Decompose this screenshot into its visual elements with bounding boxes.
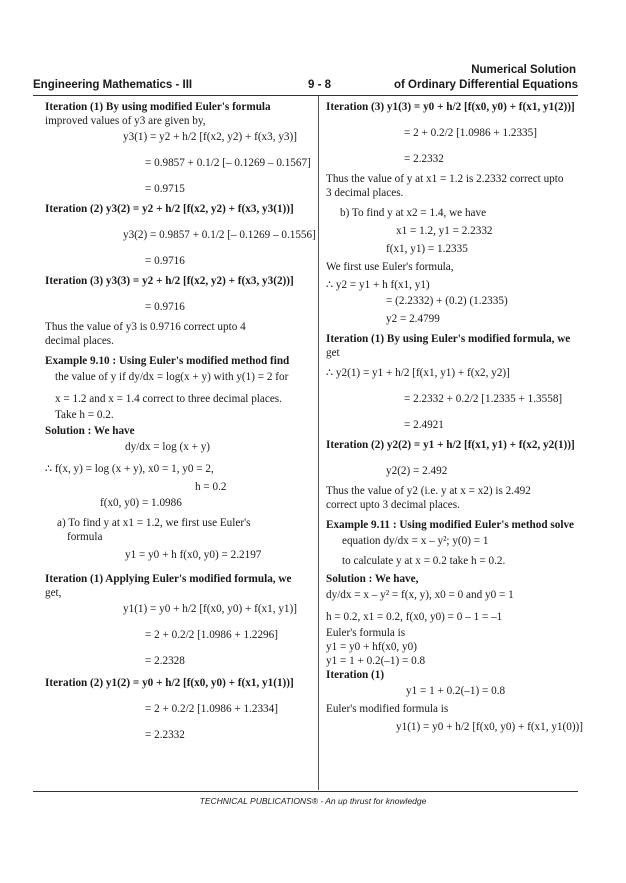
running-header	[33, 79, 578, 93]
text-line: Iteration (2) y2(2) = y1 + h/2 [f(x1, y1) + f(x2, y2(1))]	[326, 439, 575, 451]
text-line: = 0.9716	[145, 255, 185, 267]
footer-rule	[33, 791, 578, 792]
text-line: h = 0.2	[195, 481, 227, 493]
text-line: decimal places.	[45, 335, 114, 347]
text-line: y2(2) = 2.492	[386, 465, 448, 477]
text-line: Solution : We have	[45, 425, 135, 437]
text-line: y1 = 1 + 0.2(–1) = 0.8	[326, 655, 426, 667]
text-line: x = 1.2 and x = 1.4 correct to three decimal places.	[55, 393, 282, 405]
text-line: ∴ f(x, y) = log (x + y), x0 = 1, y0 = 2,	[45, 463, 214, 475]
text-line: y3(1) = y2 + h/2 [f(x2, y2) + f(x3, y3)]	[123, 131, 297, 143]
text-line: formula	[67, 531, 103, 543]
text-line: = 0.9716	[145, 301, 185, 313]
text-line: y1(1) = y0 + h/2 [f(x0, y0) + f(x1, y1)]	[123, 603, 297, 615]
text-line: Euler's formula is	[326, 627, 406, 639]
text-line: = 2.2332	[145, 729, 185, 741]
text-line: Take h = 0.2.	[55, 409, 114, 421]
text-line: y1 = y0 + hf(x0, y0)	[326, 641, 417, 653]
header-book-title: Engineering Mathematics - III	[33, 79, 193, 91]
text-line: f(x0, y0) = 1.0986	[100, 497, 182, 509]
text-line: y3(2) = 0.9857 + 0.1/2 [– 0.1269 – 0.1556]	[123, 229, 316, 241]
text-line: Euler's modified formula is	[326, 703, 449, 715]
left-column	[45, 100, 316, 748]
header-chapter-title: of Ordinary Differential Equations	[393, 79, 578, 91]
text-line: Example 9.10 : Using Euler's modified method find	[45, 355, 290, 367]
text-line: f(x1, y1) = 1.2335	[386, 243, 468, 255]
text-line: dy/dx = log (x + y)	[125, 441, 211, 453]
text-line: Thus the value of y at x1 = 1.2 is 2.2332 correct upto	[326, 173, 564, 185]
text-line: Thus the value of y3 is 0.9716 correct upto 4	[45, 321, 246, 333]
text-line: ∴ y2(1) = y1 + h/2 [f(x1, y1) + f(x2, y2)]	[326, 367, 510, 379]
right-column	[326, 100, 584, 746]
text-line: Solution : We have,	[326, 573, 419, 585]
text-line: Iteration (1)	[326, 669, 385, 681]
text-line: h = 0.2, x1 = 0.2, f(x0, y0) = 0 – 1 = –1	[326, 611, 503, 623]
text-line: Iteration (2) y1(2) = y0 + h/2 [f(x0, y0) + f(x1, y1(1))]	[45, 677, 294, 689]
column-divider	[318, 96, 319, 790]
text-line: correct upto 3 decimal places.	[326, 499, 460, 511]
text-line: Iteration (1) By using Euler's modified formula, we	[326, 333, 571, 345]
text-line: get	[326, 347, 340, 359]
text-line: = 0.9715	[145, 183, 185, 195]
text-line: b) To find y at x2 = 1.4, we have	[340, 207, 487, 219]
text-line: Iteration (1) By using modified Euler's formula	[45, 101, 271, 113]
text-line: y2 = 2.4799	[386, 313, 440, 325]
text-line: = 2.2332	[404, 153, 444, 165]
footer-text: TECHNICAL PUBLICATIONS® - An up thrust for knowledge	[199, 796, 427, 806]
text-line: Iteration (3) y1(3) = y0 + h/2 [f(x0, y0) + f(x1, y1(2))]	[326, 101, 575, 113]
text-line: = 2.4921	[404, 419, 444, 431]
text-line: dy/dx = x – y² = f(x, y), x0 = 0 and y0 = 1	[326, 589, 514, 601]
text-line: = 2 + 0.2/2 [1.0986 + 1.2334]	[145, 703, 278, 715]
text-line: y1(1) = y0 + h/2 [f(x0, y0) + f(x1, y1(0))]	[396, 721, 584, 733]
text-line: to calculate y at x = 0.2 take h = 0.2.	[342, 555, 506, 567]
text-line: = 2 + 0.2/2 [1.0986 + 1.2296]	[145, 629, 278, 641]
header-rule	[33, 95, 578, 96]
text-line: equation dy/dx = x – y²; y(0) = 1	[342, 535, 489, 547]
text-line: We first use Euler's formula,	[326, 261, 454, 273]
text-line: get,	[45, 587, 62, 599]
text-line: ∴ y2 = y1 + h f(x1, y1)	[326, 279, 430, 291]
text-line: the value of y if dy/dx = log(x + y) with y(1) = 2 for	[55, 371, 289, 383]
text-line: 3 decimal places.	[326, 187, 404, 199]
text-line: = 2.2332 + 0.2/2 [1.2335 + 1.3558]	[404, 393, 563, 405]
text-line: = 2 + 0.2/2 [1.0986 + 1.2335]	[404, 127, 537, 139]
text-line: = (2.2332) + (0.2) (1.2335)	[386, 295, 508, 307]
text-line: Thus the value of y2 (i.e. y at x = x2) is 2.492	[326, 485, 531, 497]
text-line: y1 = 1 + 0.2(–1) = 0.8	[406, 685, 506, 697]
text-line: = 0.9857 + 0.1/2 [– 0.1269 – 0.1567]	[145, 157, 311, 169]
text-line: x1 = 1.2, y1 = 2.2332	[396, 225, 493, 237]
text-line: Iteration (1) Applying Euler's modified formula, we	[45, 573, 292, 585]
header-page-number: 9 - 8	[308, 79, 332, 91]
text-line: Iteration (2) y3(2) = y2 + h/2 [f(x2, y2) + f(x3, y3(1))]	[45, 203, 294, 215]
text-line: improved values of y3 are given by,	[45, 115, 206, 127]
text-line: Example 9.11 : Using modified Euler's method solve	[326, 519, 574, 531]
text-line: a) To find y at x1 = 1.2, we first use Euler's	[57, 517, 251, 529]
text-line: Iteration (3) y3(3) = y2 + h/2 [f(x2, y2) + f(x3, y3(2))]	[45, 275, 294, 287]
text-line: y1 = y0 + h f(x0, y0) = 2.2197	[125, 549, 262, 561]
header-section-title: Numerical Solution	[471, 64, 576, 76]
text-line: = 2.2328	[145, 655, 185, 667]
